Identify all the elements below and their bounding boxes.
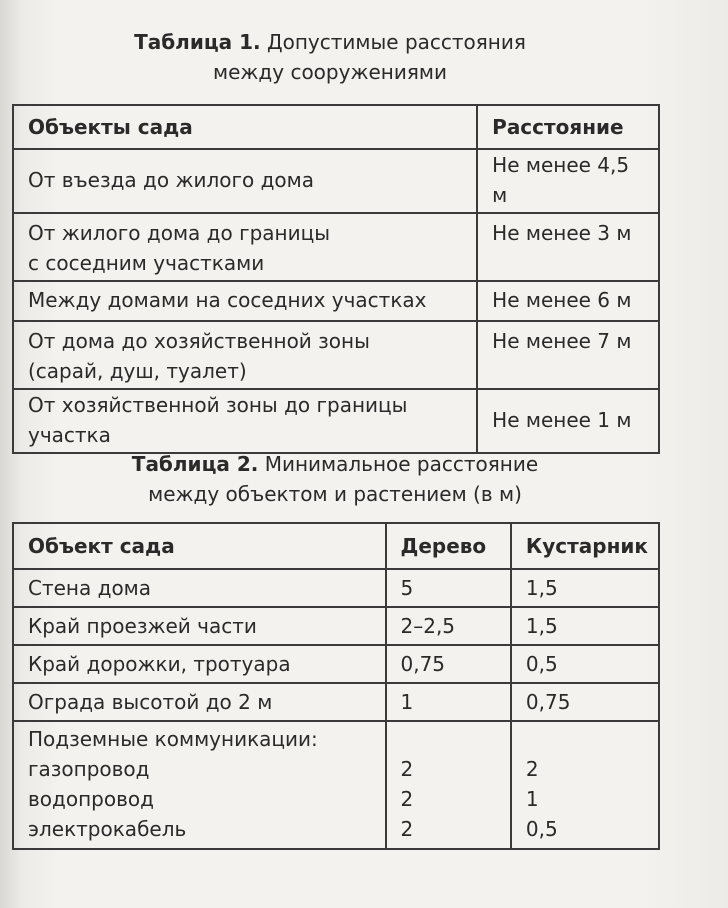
table2-cell-shrub: 1,5 (511, 607, 659, 645)
table2-cell-object: Край дорожки, тротуара (13, 645, 386, 683)
underground-shrub-value: 2 (525, 757, 539, 781)
table2-cell-tree: 1 (386, 683, 511, 721)
table2-caption-label: Таблица 2. (131, 452, 259, 476)
table2-header-row (13, 523, 659, 569)
table1 (12, 104, 660, 454)
table2-cell-object: Ограда высотой до 2 м (13, 683, 386, 721)
table2-cell-shrub: 0,5 (511, 645, 659, 683)
table2-cell-underground-shrub (511, 721, 659, 849)
table1-caption-line2: между сооружениями (213, 60, 447, 84)
table1-cell-distance: Не менее 7 м (477, 321, 659, 389)
table1-cell-distance: Не менее 4,5 м (477, 149, 659, 213)
table1-cell-distance: Не менее 6 м (477, 281, 659, 321)
table2-caption (0, 449, 670, 509)
table2-cell-object: Край проезжей части (13, 607, 386, 645)
table1-cell-object (13, 389, 477, 453)
table-row (13, 321, 659, 389)
table-row (13, 213, 659, 281)
table1-cell-distance: Не менее 1 м (477, 389, 659, 453)
table1-caption-text: Допустимые расстояния (266, 30, 526, 54)
table1-header-row (13, 105, 659, 149)
underground-item: газопровод (28, 757, 150, 781)
underground-tree-value: 2 (400, 787, 414, 811)
underground-shrub-value: 0,5 (525, 817, 558, 841)
table2-cell-tree: 0,75 (386, 645, 511, 683)
spacer (526, 724, 648, 754)
table-row (13, 569, 659, 607)
table-row (13, 281, 659, 321)
cell-text: От хозяйственной зоны до границы участка (28, 393, 408, 447)
underground-item: электрокабель (28, 817, 187, 841)
table2-cell-shrub: 0,75 (511, 683, 659, 721)
table2-header-shrub: Кустарник (511, 523, 659, 569)
table2-header-object: Объект сада (13, 523, 386, 569)
table1-header-objects: Объекты сада (13, 105, 477, 149)
table1-cell-object (13, 149, 477, 213)
underground-tree-value: 2 (400, 757, 414, 781)
cell-text-line2: (сарай, душ, туалет) (28, 359, 247, 383)
table2-cell-underground (13, 721, 386, 849)
cell-text: От дома до хозяйственной зоны (28, 329, 370, 353)
table2-cell-tree: 5 (386, 569, 511, 607)
table2-cell-tree: 2–2,5 (386, 607, 511, 645)
table1-cell-distance: Не менее 3 м (477, 213, 659, 281)
table2-cell-underground-tree (386, 721, 511, 849)
table1-cell-object (13, 321, 477, 389)
table-row (13, 149, 659, 213)
underground-tree-value: 2 (400, 817, 414, 841)
table2 (12, 522, 660, 850)
table2-caption-text: Минимальное расстояние (264, 452, 539, 476)
spacer (401, 724, 500, 754)
table1-cell-object (13, 281, 477, 321)
table1-cell-object (13, 213, 477, 281)
table1-caption-label: Таблица 1. (134, 30, 261, 54)
table2-cell-shrub: 1,5 (511, 569, 659, 607)
table-row-underground (13, 721, 659, 849)
table-row (13, 389, 659, 453)
underground-label: Подземные коммуникации: (28, 727, 318, 751)
cell-text: От въезда до жилого дома (28, 168, 315, 192)
table-row (13, 683, 659, 721)
underground-item: водопровод (28, 787, 154, 811)
table1-header-distance: Расстояние (477, 105, 659, 149)
underground-shrub-value: 1 (525, 787, 539, 811)
table-row (13, 645, 659, 683)
table2-cell-object: Стена дома (13, 569, 386, 607)
cell-text: От жилого дома до границы (28, 221, 331, 245)
table2-caption-line2: между объектом и растением (в м) (148, 482, 522, 506)
cell-text: Между домами на соседних участках (28, 288, 427, 312)
table1-caption (0, 27, 660, 87)
cell-text-line2: с соседним участками (28, 251, 265, 275)
table-row (13, 607, 659, 645)
table2-header-tree: Дерево (386, 523, 511, 569)
